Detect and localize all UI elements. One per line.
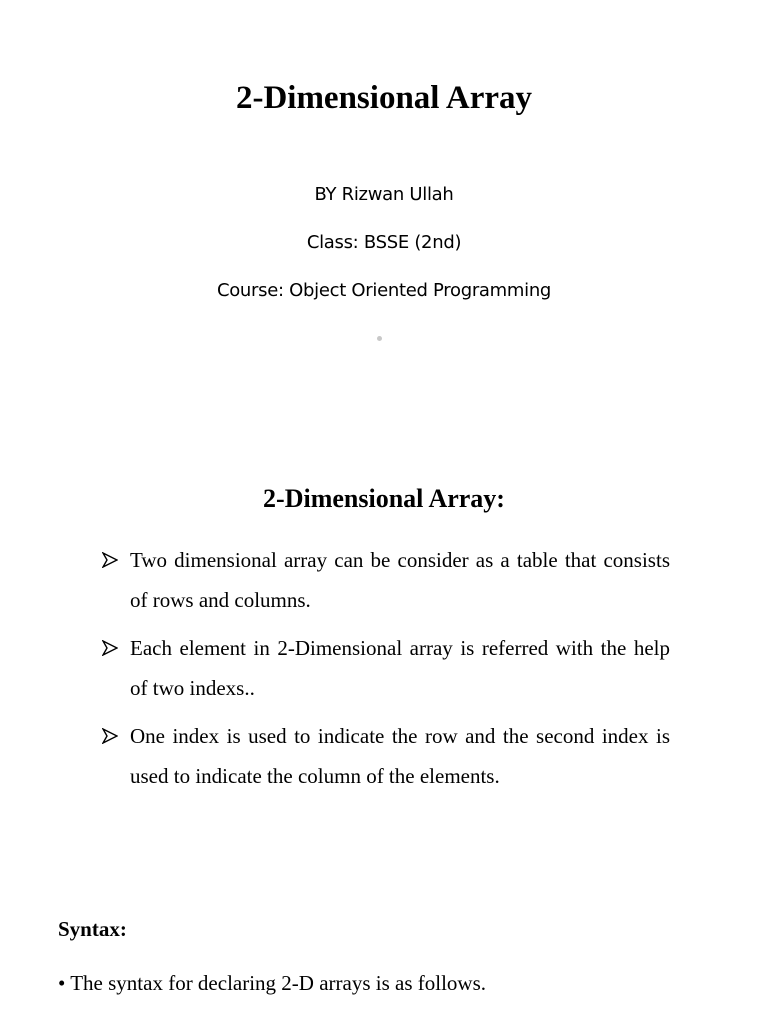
- decorative-dot: [377, 336, 382, 341]
- syntax-heading: Syntax:: [58, 917, 127, 941]
- bullet-list: [100, 540, 670, 804]
- section-heading: 2-Dimensional Array:: [263, 484, 505, 513]
- bullet-text: Two dimensional array can be consider as a table that consists of rows and columns.: [130, 548, 670, 612]
- list-item: [100, 540, 670, 620]
- list-item: [100, 628, 670, 708]
- list-item: [100, 716, 670, 796]
- course-line: Course: Object Oriented Programming: [216, 280, 552, 301]
- bullet-text: One index is used to indicate the row and the second index is used to indicate the column of the elements.: [130, 724, 670, 788]
- arrow-bullet-icon: [100, 716, 122, 756]
- arrow-bullet-icon: [100, 628, 122, 668]
- class-line: Class: BSSE (2nd): [306, 232, 462, 253]
- syntax-description: • The syntax for declaring 2-D arrays is as follows.: [58, 971, 487, 995]
- document-title: 2-Dimensional Array: [235, 80, 533, 116]
- bullet-text: Each element in 2-Dimensional array is referred with the help of two indexs..: [130, 636, 670, 700]
- arrow-bullet-icon: [100, 540, 122, 580]
- author-line: BY Rizwan Ullah: [314, 184, 454, 205]
